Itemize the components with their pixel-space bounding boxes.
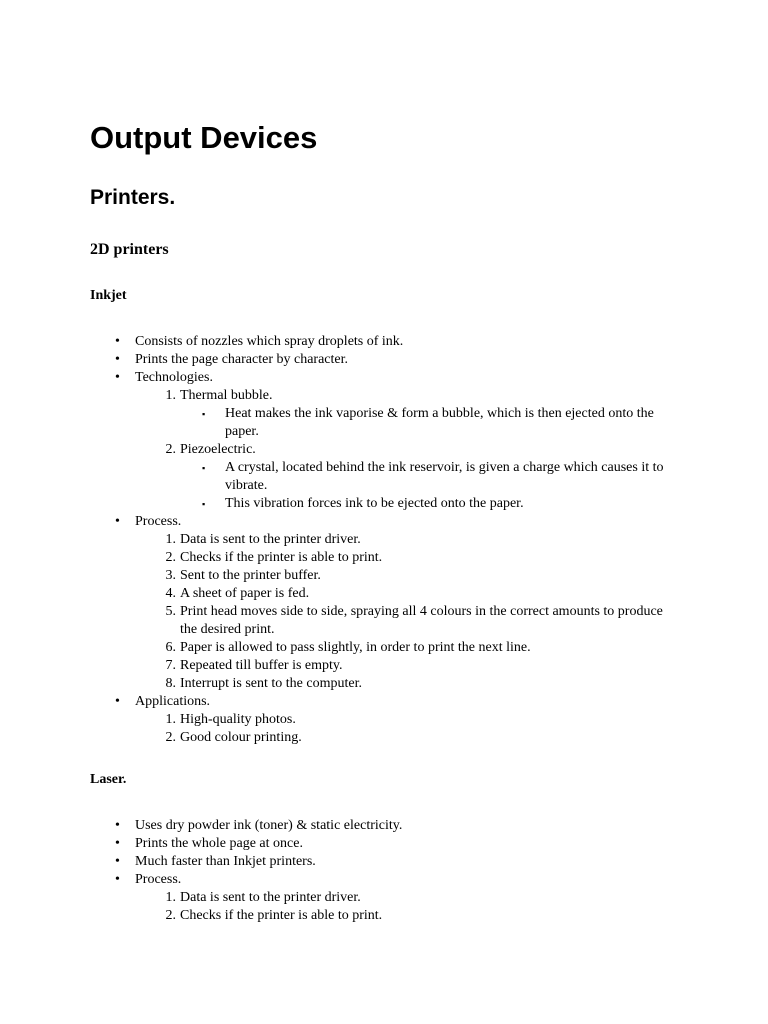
bullet-marker: • bbox=[115, 854, 120, 869]
laser-heading: Laser. bbox=[90, 772, 127, 787]
number-marker: 4. bbox=[165, 586, 176, 601]
list-item bbox=[0, 459, 675, 495]
list-item bbox=[0, 639, 675, 657]
number-marker: 2. bbox=[165, 908, 176, 923]
laser-process-list bbox=[135, 889, 675, 925]
list-item bbox=[0, 693, 675, 747]
number-marker: 1. bbox=[165, 388, 176, 403]
number-marker: 7. bbox=[165, 658, 176, 673]
list-item bbox=[0, 495, 675, 513]
list-item bbox=[0, 907, 675, 925]
list-item-text: Good colour printing. bbox=[180, 730, 302, 745]
thermal-points-list bbox=[180, 405, 675, 441]
list-item-text: Interrupt is sent to the computer. bbox=[180, 676, 362, 691]
list-item-text: Process. bbox=[135, 872, 182, 887]
number-marker: 2. bbox=[165, 550, 176, 565]
list-item-text: Checks if the printer is able to print. bbox=[180, 908, 383, 923]
square-marker: ▪ bbox=[202, 409, 206, 419]
list-item bbox=[0, 369, 675, 513]
number-marker: 1. bbox=[165, 890, 176, 905]
list-item bbox=[0, 657, 675, 675]
number-marker: 1. bbox=[165, 712, 176, 727]
list-item-text: A crystal, located behind the ink reservoir, is given a charge which causes it to vibrate. bbox=[225, 460, 664, 493]
page-title: Output Devices bbox=[90, 120, 318, 155]
list-item bbox=[0, 817, 675, 835]
square-marker: ▪ bbox=[202, 463, 206, 473]
list-item-text: Consists of nozzles which spray droplets of ink. bbox=[135, 334, 404, 349]
inkjet-process-list bbox=[135, 531, 675, 693]
list-item bbox=[0, 675, 675, 693]
list-item-text: Process. bbox=[135, 514, 182, 529]
list-item-text: Repeated till buffer is empty. bbox=[180, 658, 343, 673]
piezo-points-list bbox=[180, 459, 675, 513]
bullet-marker: • bbox=[115, 334, 120, 349]
list-item-text: Print head moves side to side, spraying all 4 colours in the correct amounts to produce the desired print. bbox=[180, 604, 663, 637]
list-item-text: Uses dry powder ink (toner) & static electricity. bbox=[135, 818, 403, 833]
bullet-marker: • bbox=[115, 836, 120, 851]
list-item bbox=[0, 871, 675, 925]
number-marker: 1. bbox=[165, 532, 176, 547]
number-marker: 3. bbox=[165, 568, 176, 583]
list-item bbox=[0, 835, 675, 853]
list-item-text: Sent to the printer buffer. bbox=[180, 568, 321, 583]
technologies-list bbox=[135, 387, 675, 513]
list-item-text: Prints the whole page at once. bbox=[135, 836, 303, 851]
list-item bbox=[0, 729, 675, 747]
bullet-marker: • bbox=[115, 818, 120, 833]
inkjet-heading: Inkjet bbox=[90, 288, 127, 303]
list-item-text: Piezoelectric. bbox=[180, 442, 256, 457]
list-item bbox=[0, 333, 675, 351]
bullet-marker: • bbox=[115, 694, 120, 709]
list-item bbox=[0, 387, 675, 441]
list-item bbox=[0, 549, 675, 567]
list-item-text: Paper is allowed to pass slightly, in order to print the next line. bbox=[180, 640, 531, 655]
laser-list bbox=[0, 817, 768, 925]
list-item-text: High-quality photos. bbox=[180, 712, 296, 727]
inkjet-list bbox=[0, 333, 768, 747]
list-item-text: Heat makes the ink vaporise & form a bubble, which is then ejected onto the paper. bbox=[225, 406, 654, 439]
list-item-text: Much faster than Inkjet printers. bbox=[135, 854, 316, 869]
list-item bbox=[0, 711, 675, 729]
number-marker: 8. bbox=[165, 676, 176, 691]
list-item-text: Data is sent to the printer driver. bbox=[180, 532, 361, 547]
list-item-text: Data is sent to the printer driver. bbox=[180, 890, 361, 905]
bullet-marker: • bbox=[115, 352, 120, 367]
list-item bbox=[0, 603, 675, 639]
list-item bbox=[0, 351, 675, 369]
bullet-marker: • bbox=[115, 514, 120, 529]
list-item-text: A sheet of paper is fed. bbox=[180, 586, 310, 601]
bullet-marker: • bbox=[115, 872, 120, 887]
list-item bbox=[0, 441, 675, 513]
bullet-marker: • bbox=[115, 370, 120, 385]
list-item-text: Prints the page character by character. bbox=[135, 352, 349, 367]
list-item-text: Applications. bbox=[135, 694, 211, 709]
page-subtitle: Printers. bbox=[90, 186, 176, 209]
list-item bbox=[0, 585, 675, 603]
list-item bbox=[0, 853, 675, 871]
list-item bbox=[0, 405, 675, 441]
list-item bbox=[0, 889, 675, 907]
list-item-text: Thermal bubble. bbox=[180, 388, 273, 403]
list-item-text: This vibration forces ink to be ejected onto the paper. bbox=[225, 496, 524, 511]
list-item-text: Checks if the printer is able to print. bbox=[180, 550, 383, 565]
list-item bbox=[0, 513, 675, 693]
number-marker: 2. bbox=[165, 442, 176, 457]
list-item bbox=[0, 567, 675, 585]
list-item-text: Technologies. bbox=[135, 370, 213, 385]
number-marker: 6. bbox=[165, 640, 176, 655]
section-heading: 2D printers bbox=[90, 241, 169, 258]
list-item bbox=[0, 531, 675, 549]
number-marker: 5. bbox=[165, 604, 176, 619]
square-marker: ▪ bbox=[202, 499, 206, 509]
number-marker: 2. bbox=[165, 730, 176, 745]
applications-list bbox=[135, 711, 675, 747]
